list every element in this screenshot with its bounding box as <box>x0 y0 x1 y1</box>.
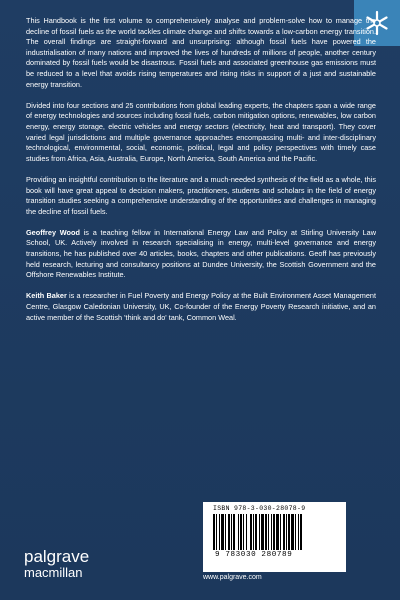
barcode-bar <box>280 514 281 550</box>
barcode-bar <box>253 514 254 550</box>
barcode-bar <box>219 514 220 550</box>
barcode-bar <box>298 514 299 550</box>
barcode-box <box>203 502 346 572</box>
publisher-name-line2: macmillan <box>24 565 83 580</box>
barcode-bar <box>255 514 257 550</box>
blurb-paragraph-2: Divided into four sections and 25 contributions from global leading experts, the chapters span a wide range of energy technologies and sources including fossil fuels, carbon mitigation options, renewables, low carbon energy, energy storage, electric vehicles and energy sectors (electricity, heat and transport). They cover varied legal jurisdictions and multiple governance approaches encompassing multi- and inter-disciplinary technological, environmental, social, economic, political, legal and policy perspectives with timely case studies from Africa, Asia, Australia, Europe, North America, South America and the Pacific. <box>26 100 376 163</box>
barcode-bar <box>246 514 247 550</box>
blurb-paragraph-3: Providing an insightful contribution to the literature and a much-needed synthesis of the field as a whole, this book will have great appeal to decision makers, practitioners, students and scholars in the field of energy transition studies seeking a comprehensive understanding of the opportunities and challenges in managing the decline of fossil fuels. <box>26 174 376 216</box>
barcode-bar <box>238 514 239 550</box>
author-bio-1 <box>26 228 376 281</box>
author-name-2: Keith Baker <box>26 291 67 301</box>
barcode-bar <box>221 514 224 550</box>
barcode-bar <box>228 514 230 550</box>
barcode-bar <box>261 514 264 550</box>
author-name-1: Geoffrey Wood <box>26 227 80 237</box>
barcode-bar <box>259 514 260 550</box>
barcode-bar <box>213 514 215 550</box>
barcode-bar <box>233 514 235 550</box>
barcode-bar <box>276 514 279 550</box>
author-bio-text-2: is a researcher in Fuel Poverty and Energy Policy at the Built Environment Asset Management Centre, Glasgow Caledonian University, UK, Co-founder of the Energy Poverty Research initiative, and an active member of the Scottish 'think and do' tank, Common Weal. <box>26 291 376 322</box>
barcode-bar <box>291 514 294 550</box>
barcode-bar <box>231 514 232 550</box>
barcode-bar <box>295 514 296 550</box>
barcode-bar <box>283 514 285 550</box>
barcode-bar <box>216 514 217 550</box>
barcode-bar <box>225 514 226 550</box>
barcode-number: 9 783030 280789 <box>215 551 293 559</box>
barcode-bar <box>286 514 287 550</box>
barcode-bar <box>240 514 242 550</box>
author-bio-text-1: is a teaching fellow in International Energy Law and Policy at Stirling University Law School, UK. Actively involved in research specialising in energy, multi-level governance and energy transitions, he has published over 40 articles, books, chapters and other publications. Geoff has previously held research, lecturing and consultancy positions at Dundee University, the Scottish Government and the Offshore Renewables Institute. <box>26 227 376 280</box>
author-bio-2 <box>26 291 376 323</box>
barcode-bar <box>271 514 272 550</box>
isbn-label: ISBN 978-3-030-28078-9 <box>213 505 306 512</box>
barcode-bar <box>288 514 290 550</box>
publisher-name-line1: palgrave <box>24 547 90 566</box>
barcode-bar <box>268 514 269 550</box>
barcode-bar <box>300 514 302 550</box>
barcode-icon <box>213 514 337 552</box>
barcode-bar <box>243 514 244 550</box>
publisher-logo <box>24 548 89 581</box>
website-label: www.palgrave.com <box>203 574 262 581</box>
blurb-paragraph-1: This Handbook is the first volume to comprehensively analyse and problem-solve how to manage the decline of fossil fuels as the world tackles climate change and shifts towards a low-carbon energy transition. The overall findings are straight-forward and unsurprising: although fossil fuels have powered the industrialisation of many nations and improved the lives of hundreds of millions of people, another century dominated by fossil fuels would be disastrous. Fossil fuels and associated greenhouse gas emissions must be reduced to a level that avoids rising temperatures and rising risks in support of a just and sustainable energy transition. <box>26 16 376 89</box>
barcode-bar <box>265 514 267 550</box>
barcode-bar <box>250 514 252 550</box>
barcode-bar <box>273 514 275 550</box>
blurb-text <box>26 16 376 334</box>
